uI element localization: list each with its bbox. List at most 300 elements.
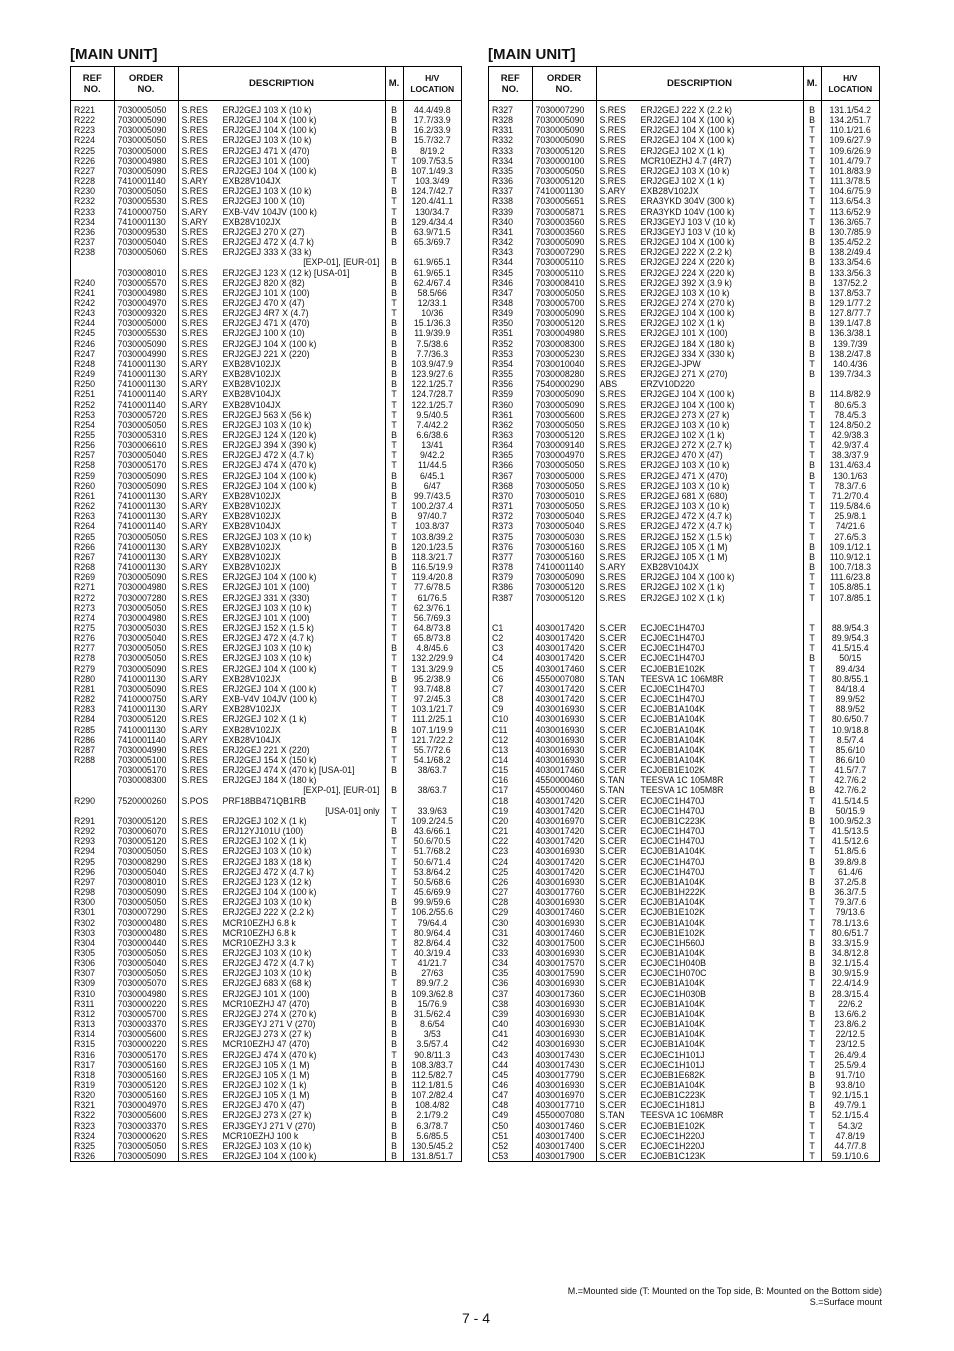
location-cell: 109.6/27.9 bbox=[829, 135, 872, 146]
part-type: S.CER bbox=[599, 765, 627, 776]
order-no-cell: 4030016930 bbox=[532, 755, 596, 765]
description-cell bbox=[596, 593, 803, 603]
table-row bbox=[71, 887, 461, 897]
location-cell: 124.7/42.7 bbox=[411, 186, 454, 197]
part-type: S.RES bbox=[599, 551, 626, 562]
table-row bbox=[489, 1121, 879, 1131]
location-cell: 79/64.4 bbox=[417, 917, 447, 928]
order-no-cell: 4030016930 bbox=[532, 846, 596, 856]
ref-no-cell: R363 bbox=[489, 430, 532, 440]
order-no-cell: 7410001130 bbox=[114, 217, 178, 227]
description-cell bbox=[178, 481, 385, 491]
table-row bbox=[71, 836, 461, 846]
ref-no-header: REF NO. bbox=[71, 67, 114, 101]
description-text: ERJ2GEJ 563 X (56 k) bbox=[222, 409, 312, 420]
part-type: S.RES bbox=[181, 765, 208, 776]
description-text: ECJ0EC1H181J bbox=[640, 1100, 705, 1111]
location-cell: 116.5/19.9 bbox=[411, 562, 453, 573]
description-cell bbox=[178, 1039, 385, 1049]
description-cell bbox=[178, 562, 385, 572]
location-cell: 15.7/32.7 bbox=[413, 135, 451, 146]
description-text: ECJ0EB1E102K bbox=[640, 765, 706, 776]
table-row bbox=[489, 521, 879, 531]
description-text: ECJ0EB1A104K bbox=[640, 714, 706, 725]
mounted-side-cell: T bbox=[385, 389, 403, 399]
part-type: S.RES bbox=[599, 257, 626, 268]
part-type: S.RES bbox=[181, 247, 208, 258]
order-no-cell: 7030005120 bbox=[532, 582, 596, 592]
table-row bbox=[489, 999, 879, 1009]
description-cell bbox=[596, 308, 803, 318]
mounted-side-cell: B bbox=[385, 430, 403, 440]
description-cell bbox=[178, 135, 385, 145]
location-cell: 4.8/45.6 bbox=[416, 643, 449, 654]
description-text: ERJ2GEJ 102 X (1 k) bbox=[640, 430, 725, 440]
order-no-cell: 4030016930 bbox=[532, 978, 596, 988]
description-cell bbox=[596, 400, 803, 410]
mounted-side-cell: T bbox=[803, 684, 821, 694]
mounted-side-cell: B bbox=[803, 349, 821, 359]
order-no-cell: 7410001130 bbox=[114, 511, 178, 521]
mounted-side-cell: B bbox=[803, 318, 821, 328]
ref-no-cell: R370 bbox=[489, 491, 532, 501]
part-type: S.RES bbox=[599, 531, 626, 542]
mounted-side-cell: T bbox=[385, 938, 403, 948]
ref-no-cell: C13 bbox=[489, 745, 532, 755]
description-text: ECJ0EC1H470J bbox=[640, 633, 705, 644]
location-cell: 120.1/23.5 bbox=[411, 541, 454, 552]
location-cell: 53.8/64.2 bbox=[413, 866, 451, 877]
ref-no-cell: R296 bbox=[71, 867, 114, 877]
order-no-cell: 7030005000 bbox=[114, 146, 178, 156]
order-no-cell: 7030005060 bbox=[114, 247, 178, 257]
mounted-side-cell: B bbox=[385, 379, 403, 389]
table-row bbox=[489, 725, 879, 735]
description-cell bbox=[178, 101, 385, 116]
part-type: S.RES bbox=[181, 917, 208, 928]
ref-no-cell: R264 bbox=[71, 521, 114, 531]
description-text: ERJ2GEJ 470 X (47) bbox=[640, 450, 723, 461]
location-cell: 22/6.2 bbox=[838, 998, 863, 1009]
table-row bbox=[489, 308, 879, 318]
description-cell bbox=[178, 664, 385, 674]
location-cell: 3/53 bbox=[423, 1029, 441, 1040]
ref-no-cell: R353 bbox=[489, 349, 532, 359]
table-row bbox=[71, 958, 461, 968]
description-text: ERJ2GEJ 103 X (10 k) bbox=[222, 947, 312, 958]
description-cell bbox=[178, 491, 385, 501]
description-text: ERJ2GEJ 102 X (1 k) bbox=[640, 318, 725, 329]
part-type: S.CER bbox=[599, 1140, 627, 1151]
order-no-cell: 7030000440 bbox=[114, 938, 178, 948]
order-no-cell: 7030005600 bbox=[114, 1110, 178, 1120]
mounted-side-cell bbox=[803, 379, 821, 389]
table-row bbox=[489, 664, 879, 674]
order-no-cell: 7030005090 bbox=[532, 389, 596, 399]
location-cell: 15/76.9 bbox=[417, 998, 447, 1009]
location-cell: 139.7/39 bbox=[833, 338, 868, 349]
description-cell bbox=[596, 1019, 803, 1029]
order-no-cell: 7410001140 bbox=[114, 400, 178, 410]
ref-no-cell: C29 bbox=[489, 907, 532, 917]
mounted-side-cell: B bbox=[385, 125, 403, 135]
table-row bbox=[71, 511, 461, 521]
order-no-cell: 7030005050 bbox=[532, 166, 596, 176]
ref-no-cell: C9 bbox=[489, 704, 532, 714]
location-cell: 50/15.9 bbox=[835, 805, 865, 816]
description-text: ECJ0EC1H470J bbox=[640, 856, 705, 867]
ref-no-cell: R238 bbox=[71, 247, 114, 257]
mounted-side-cell: B bbox=[385, 1009, 403, 1019]
part-type: S.RES bbox=[599, 572, 626, 583]
part-type: S.RES bbox=[599, 165, 626, 176]
location-cell: 120.4/41.1 bbox=[411, 196, 454, 207]
order-no-cell: 4550000460 bbox=[532, 775, 596, 785]
part-type: S.CER bbox=[599, 917, 627, 928]
location-cell: 6.3/78.7 bbox=[416, 1120, 449, 1131]
order-no-cell: 7030005110 bbox=[532, 257, 596, 267]
description-cell bbox=[178, 542, 385, 552]
part-type: S.RES bbox=[599, 115, 626, 126]
location-cell: 38.3/37.9 bbox=[831, 450, 869, 461]
description-cell bbox=[178, 349, 385, 359]
description-text: ERJ2GEJ 474 X (470 k) bbox=[222, 460, 317, 471]
part-type: S.CER bbox=[599, 958, 627, 969]
description-cell bbox=[596, 247, 803, 257]
location-cell: 43.6/66.1 bbox=[413, 826, 451, 837]
mounted-side-cell: T bbox=[385, 836, 403, 846]
ref-no-cell: R228 bbox=[71, 176, 114, 186]
description-cell bbox=[178, 379, 385, 389]
order-no-cell: 7520000260 bbox=[114, 796, 178, 806]
description-cell bbox=[178, 511, 385, 521]
ref-no-cell: C20 bbox=[489, 816, 532, 826]
part-type: S.CER bbox=[599, 622, 627, 633]
mounted-side-cell: B bbox=[385, 369, 403, 379]
mounted-side-cell: T bbox=[803, 1039, 821, 1049]
mounted-side-cell: B bbox=[385, 278, 403, 288]
table-row bbox=[71, 735, 461, 745]
ref-no-cell: R306 bbox=[71, 958, 114, 968]
location-cell: 23/12.5 bbox=[835, 1039, 865, 1050]
order-no-cell: 7030010040 bbox=[532, 359, 596, 369]
mounted-side-cell: B bbox=[803, 278, 821, 288]
mounted-side-cell: B bbox=[803, 785, 821, 795]
order-no-cell: 7030005070 bbox=[114, 978, 178, 988]
mounted-side-cell: T bbox=[803, 907, 821, 917]
order-no-cell: 7030008010 bbox=[114, 268, 178, 278]
order-no-cell: 4030017420 bbox=[532, 684, 596, 694]
description-text: ERJ2GEJ 184 X (180 k) bbox=[222, 775, 317, 786]
description-cell bbox=[596, 237, 803, 247]
order-no-cell: 7410001130 bbox=[114, 369, 178, 379]
part-type: S.RES bbox=[599, 419, 626, 430]
ref-no-cell: R343 bbox=[489, 247, 532, 257]
mounted-side-cell: T bbox=[385, 806, 403, 816]
location-cell: 78.1/13.6 bbox=[831, 917, 869, 928]
ref-no-cell: R339 bbox=[489, 207, 532, 217]
mounted-side-cell: B bbox=[385, 349, 403, 359]
description-text: ERJ2GEJ 103 X (10 k) bbox=[222, 186, 312, 197]
part-type: S.TAN bbox=[599, 1110, 625, 1121]
order-no-cell: 4030017420 bbox=[532, 806, 596, 816]
ref-no-cell: R286 bbox=[71, 735, 114, 745]
mounted-side-cell: T bbox=[385, 603, 403, 613]
table-row bbox=[489, 826, 879, 836]
table-row bbox=[71, 207, 461, 217]
description-text: ERJ3GEYJ 103 V (10 k) bbox=[640, 226, 736, 237]
table-row bbox=[71, 237, 461, 247]
mounted-side-cell: B bbox=[803, 268, 821, 278]
mounted-side-cell: T bbox=[803, 796, 821, 806]
ref-no-cell: R252 bbox=[71, 400, 114, 410]
description-text: ERJ2GEJ 152 X (1.5 k) bbox=[640, 531, 732, 542]
description-text: ERJ2GEJ 103 X (10 k) bbox=[640, 501, 730, 512]
location-cell: 27/63 bbox=[421, 968, 444, 979]
ref-no-cell: R346 bbox=[489, 278, 532, 288]
part-type: S.RES bbox=[599, 125, 626, 136]
description-text: ECJ0EB1E682K bbox=[640, 1069, 706, 1080]
location-cell: 11.9/39.9 bbox=[414, 328, 451, 339]
part-type: S.RES bbox=[599, 450, 626, 461]
description-cell bbox=[178, 653, 385, 663]
order-no-cell: 7030007290 bbox=[532, 101, 596, 116]
ref-no-cell: R292 bbox=[71, 826, 114, 836]
mounted-side-cell: B bbox=[385, 101, 403, 116]
description-text: ECJ0EC1H470J bbox=[640, 836, 705, 847]
mounted-side-cell: B bbox=[385, 826, 403, 836]
table-row bbox=[71, 298, 461, 308]
description-cell bbox=[596, 521, 803, 531]
order-no-cell: 7030004980 bbox=[114, 613, 178, 623]
description-cell bbox=[596, 166, 803, 176]
order-no-cell: 7030000620 bbox=[114, 1131, 178, 1141]
description-text: ERJ2GEJ 102 X (1 k) bbox=[222, 714, 307, 725]
mounted-side-cell: T bbox=[385, 735, 403, 745]
ref-no-cell: R332 bbox=[489, 135, 532, 145]
description-cell bbox=[596, 1009, 803, 1019]
part-type: S.RES bbox=[181, 1151, 208, 1162]
ref-no-cell: C35 bbox=[489, 968, 532, 978]
location-cell: 108.3/83.7 bbox=[411, 1059, 454, 1070]
part-type: S.RES bbox=[599, 308, 626, 319]
part-type: S.CER bbox=[599, 714, 627, 725]
table-row bbox=[71, 430, 461, 440]
part-type: S.CER bbox=[599, 1039, 627, 1050]
part-type: S.RES bbox=[181, 744, 208, 755]
mounted-side-cell: T bbox=[385, 867, 403, 877]
ref-no-cell: R304 bbox=[71, 938, 114, 948]
mounted-side-cell: T bbox=[803, 572, 821, 582]
description-text: ERJ2GEJ 102 X (1 k) bbox=[640, 145, 725, 156]
mounted-side-cell: T bbox=[385, 857, 403, 867]
order-no-cell: 7030005040 bbox=[532, 511, 596, 521]
part-type: S.RES bbox=[181, 145, 208, 156]
mounted-side-cell: B bbox=[385, 1141, 403, 1151]
description-text: ERJ2GEJ 471 X (470) bbox=[222, 318, 310, 329]
ref-no-cell: R230 bbox=[71, 186, 114, 196]
location-cell: 109.3/62.8 bbox=[411, 988, 454, 999]
description-cell bbox=[178, 1009, 385, 1019]
table-row bbox=[489, 846, 879, 856]
description-cell bbox=[178, 978, 385, 988]
location-cell: 105.8/85.1 bbox=[829, 582, 872, 593]
part-type: S.CER bbox=[599, 1151, 627, 1162]
description-cell bbox=[178, 369, 385, 379]
location-cell: 10/36 bbox=[421, 308, 444, 319]
ref-no-cell: R307 bbox=[71, 968, 114, 978]
part-type: S.ARY bbox=[181, 541, 208, 552]
order-no-cell: 7030005110 bbox=[532, 268, 596, 278]
table-row bbox=[71, 1060, 461, 1070]
location-cell: 124.7/28.7 bbox=[411, 389, 454, 400]
description-cell bbox=[596, 460, 803, 470]
ref-no-cell bbox=[489, 613, 532, 623]
description-text: ERJ2GEJ 104 X (100 k) bbox=[222, 480, 317, 491]
table-row bbox=[489, 1029, 879, 1039]
description-text: ECJ0EC1H470J bbox=[640, 866, 705, 877]
location-cell: 90.8/11.3 bbox=[414, 1049, 451, 1060]
location-cell: 7.5/38.6 bbox=[416, 338, 449, 349]
part-type: S.RES bbox=[181, 633, 208, 644]
part-type: S.CER bbox=[599, 856, 627, 867]
part-type: S.CER bbox=[599, 988, 627, 999]
description-text: ERJ2GEJ 100 X (10) bbox=[222, 196, 305, 207]
location-cell: 9/42.2 bbox=[420, 450, 445, 461]
location-cell: 131.8/51.7 bbox=[411, 1151, 454, 1162]
location-cell: 89.4/34 bbox=[835, 663, 865, 674]
page-title-left: [MAIN UNIT] bbox=[70, 46, 158, 63]
table-row bbox=[489, 125, 879, 135]
order-no-cell: 4550007080 bbox=[532, 1110, 596, 1120]
mounted-side-cell: T bbox=[803, 207, 821, 217]
table-row bbox=[489, 755, 879, 765]
part-type: S.CER bbox=[599, 795, 627, 806]
ref-no-cell: R376 bbox=[489, 542, 532, 552]
location-cell: 61/76.5 bbox=[417, 592, 447, 603]
location-cell: 50.6/70.5 bbox=[413, 836, 451, 847]
description-cell bbox=[596, 471, 803, 481]
table-row bbox=[71, 308, 461, 318]
description-text: EXB28V102JX bbox=[222, 379, 281, 390]
table-row bbox=[71, 999, 461, 1009]
description-cell bbox=[178, 501, 385, 511]
ref-no-cell bbox=[71, 268, 114, 278]
table-row bbox=[489, 643, 879, 653]
mounted-side-cell: T bbox=[385, 918, 403, 928]
part-type: S.RES bbox=[181, 927, 208, 938]
mounted-side-cell: B bbox=[385, 135, 403, 145]
description-text: EXB28V102JX bbox=[640, 186, 699, 197]
description-text: ECJ0EC1H470J bbox=[640, 826, 705, 837]
description-cell bbox=[596, 978, 803, 988]
ref-no-cell: R340 bbox=[489, 217, 532, 227]
mounted-side-cell: B bbox=[385, 1060, 403, 1070]
ref-no-cell: R237 bbox=[71, 237, 114, 247]
location-cell: 89.9/52 bbox=[835, 694, 865, 705]
description-text: ERJ2GEJ 470 X (47) bbox=[222, 1100, 305, 1111]
table-row bbox=[489, 989, 879, 999]
ref-no-cell: R356 bbox=[489, 379, 532, 389]
mounted-side-cell: B bbox=[385, 359, 403, 369]
ref-no-header: REF NO. bbox=[489, 67, 532, 101]
location-cell: 17.7/33.9 bbox=[413, 115, 451, 126]
location-cell: 34.8/12.8 bbox=[831, 947, 869, 958]
part-type: S.RES bbox=[181, 308, 208, 319]
description-cell bbox=[596, 278, 803, 288]
ref-no-cell: C38 bbox=[489, 999, 532, 1009]
description-cell bbox=[596, 613, 803, 623]
order-no-cell: 4030017790 bbox=[532, 1070, 596, 1080]
ref-no-cell: R227 bbox=[71, 166, 114, 176]
order-no-header: ORDER NO. bbox=[114, 67, 178, 101]
table-row bbox=[489, 278, 879, 288]
mounted-side-cell: T bbox=[803, 897, 821, 907]
order-no-cell: 7030005100 bbox=[114, 755, 178, 765]
order-no-cell: 7030005871 bbox=[532, 207, 596, 217]
location-cell: 41.5/12.6 bbox=[831, 836, 869, 847]
ref-no-cell: R297 bbox=[71, 877, 114, 887]
part-type: S.RES bbox=[599, 135, 626, 146]
description-cell bbox=[596, 836, 803, 846]
part-type: S.ARY bbox=[599, 562, 626, 573]
description-cell bbox=[596, 196, 803, 206]
ref-no-cell: C50 bbox=[489, 1121, 532, 1131]
description-text: ERJ2GEJ 103 X (10 k) bbox=[640, 460, 730, 471]
description-cell bbox=[596, 156, 803, 166]
mounted-side-cell: B bbox=[385, 471, 403, 481]
description-cell bbox=[178, 400, 385, 410]
order-no-cell: 7030009140 bbox=[532, 440, 596, 450]
mounted-side-cell bbox=[385, 775, 403, 785]
part-type: S.RES bbox=[181, 277, 208, 288]
location-cell: 33.9/63 bbox=[417, 805, 447, 816]
order-no-cell: 7030005120 bbox=[532, 593, 596, 603]
part-type: S.ARY bbox=[181, 521, 208, 532]
table-row bbox=[71, 156, 461, 166]
part-type: S.RES bbox=[599, 287, 626, 298]
part-type: S.RES bbox=[181, 775, 208, 786]
description-text: ERJ2GEJ 274 X (270 k) bbox=[640, 297, 735, 308]
mounted-side-cell: T bbox=[803, 125, 821, 135]
mounted-side-cell bbox=[385, 796, 403, 806]
part-type: S.CER bbox=[599, 683, 627, 694]
ref-no-cell: R249 bbox=[71, 369, 114, 379]
mounted-side-cell: B bbox=[385, 186, 403, 196]
mounted-side-cell: B bbox=[803, 288, 821, 298]
ref-no-cell: R334 bbox=[489, 156, 532, 166]
order-no-cell: 4030017420 bbox=[532, 867, 596, 877]
table-row bbox=[71, 359, 461, 369]
location-cell: 74/21.6 bbox=[835, 521, 865, 532]
order-no-cell: 7030000480 bbox=[114, 918, 178, 928]
order-no-cell: 7410001130 bbox=[114, 704, 178, 714]
ref-no-cell: R317 bbox=[71, 1060, 114, 1070]
location-cell: 6/47 bbox=[423, 480, 441, 491]
part-type: S.RES bbox=[181, 653, 208, 664]
part-type: S.TAN bbox=[599, 673, 625, 684]
part-type: S.RES bbox=[181, 1059, 208, 1070]
description-cell bbox=[178, 1050, 385, 1060]
mounted-side-cell: T bbox=[803, 664, 821, 674]
order-no-cell: 7030004980 bbox=[532, 328, 596, 338]
table-row bbox=[71, 481, 461, 491]
ref-no-cell: R311 bbox=[71, 999, 114, 1009]
description-text: ERJ2GEJ 154 X (150 k) bbox=[222, 755, 317, 765]
part-type: S.RES bbox=[181, 115, 208, 126]
order-no-cell: 7030005090 bbox=[114, 481, 178, 491]
parts-table-right bbox=[488, 66, 880, 1162]
